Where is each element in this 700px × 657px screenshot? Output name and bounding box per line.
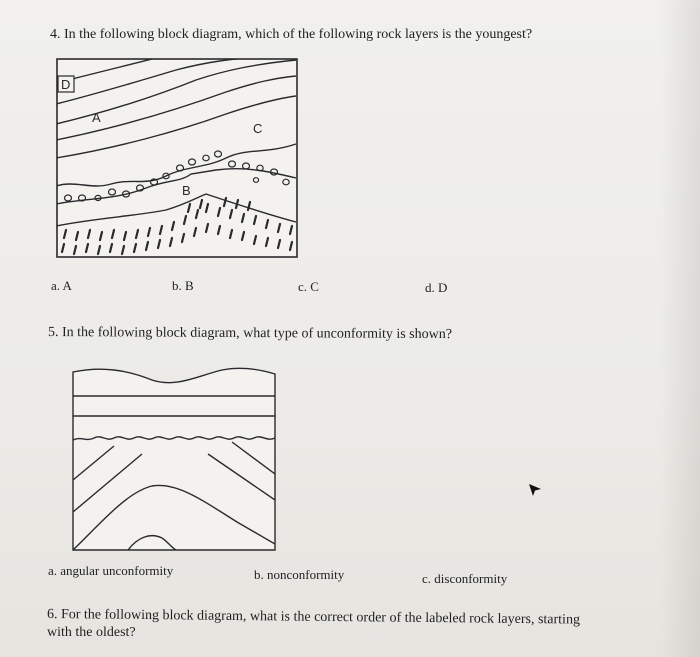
unconformity-block-diagram bbox=[72, 362, 276, 552]
label-d: D bbox=[61, 77, 71, 92]
q4-option-a[interactable]: a. A bbox=[51, 278, 72, 293]
q5-option-c[interactable]: c. disconformity bbox=[422, 571, 508, 586]
question-6-number: 6. bbox=[46, 607, 58, 623]
label-a: A bbox=[92, 110, 101, 125]
question-6-text-line1: For the following block diagram, what is the correct order of the labeled rock layers, starting bbox=[60, 607, 581, 628]
question-4-text: In the following block diagram, which of the following rock layers is the youngest? bbox=[64, 27, 533, 42]
question-4 bbox=[50, 27, 532, 43]
q4-option-b[interactable]: b. B bbox=[172, 278, 194, 293]
question-5 bbox=[48, 325, 452, 343]
q5-option-b[interactable]: b. nonconformity bbox=[254, 567, 345, 582]
q4-option-d[interactable]: d. D bbox=[425, 280, 448, 295]
label-c: C bbox=[253, 121, 263, 136]
q4-option-c[interactable]: c. C bbox=[298, 279, 319, 294]
q5-option-a[interactable]: a. angular unconformity bbox=[48, 563, 174, 578]
question-4-number: 4. bbox=[50, 27, 61, 42]
question-5-number: 5. bbox=[47, 325, 59, 341]
label-b: B bbox=[182, 183, 191, 198]
rock-layers-block-diagram bbox=[56, 58, 298, 264]
question-6-text-line2: with the oldest? bbox=[47, 625, 136, 640]
question-5-text: In the following block diagram, what type of unconformity is shown? bbox=[61, 325, 453, 343]
mouse-cursor-icon bbox=[528, 483, 542, 497]
